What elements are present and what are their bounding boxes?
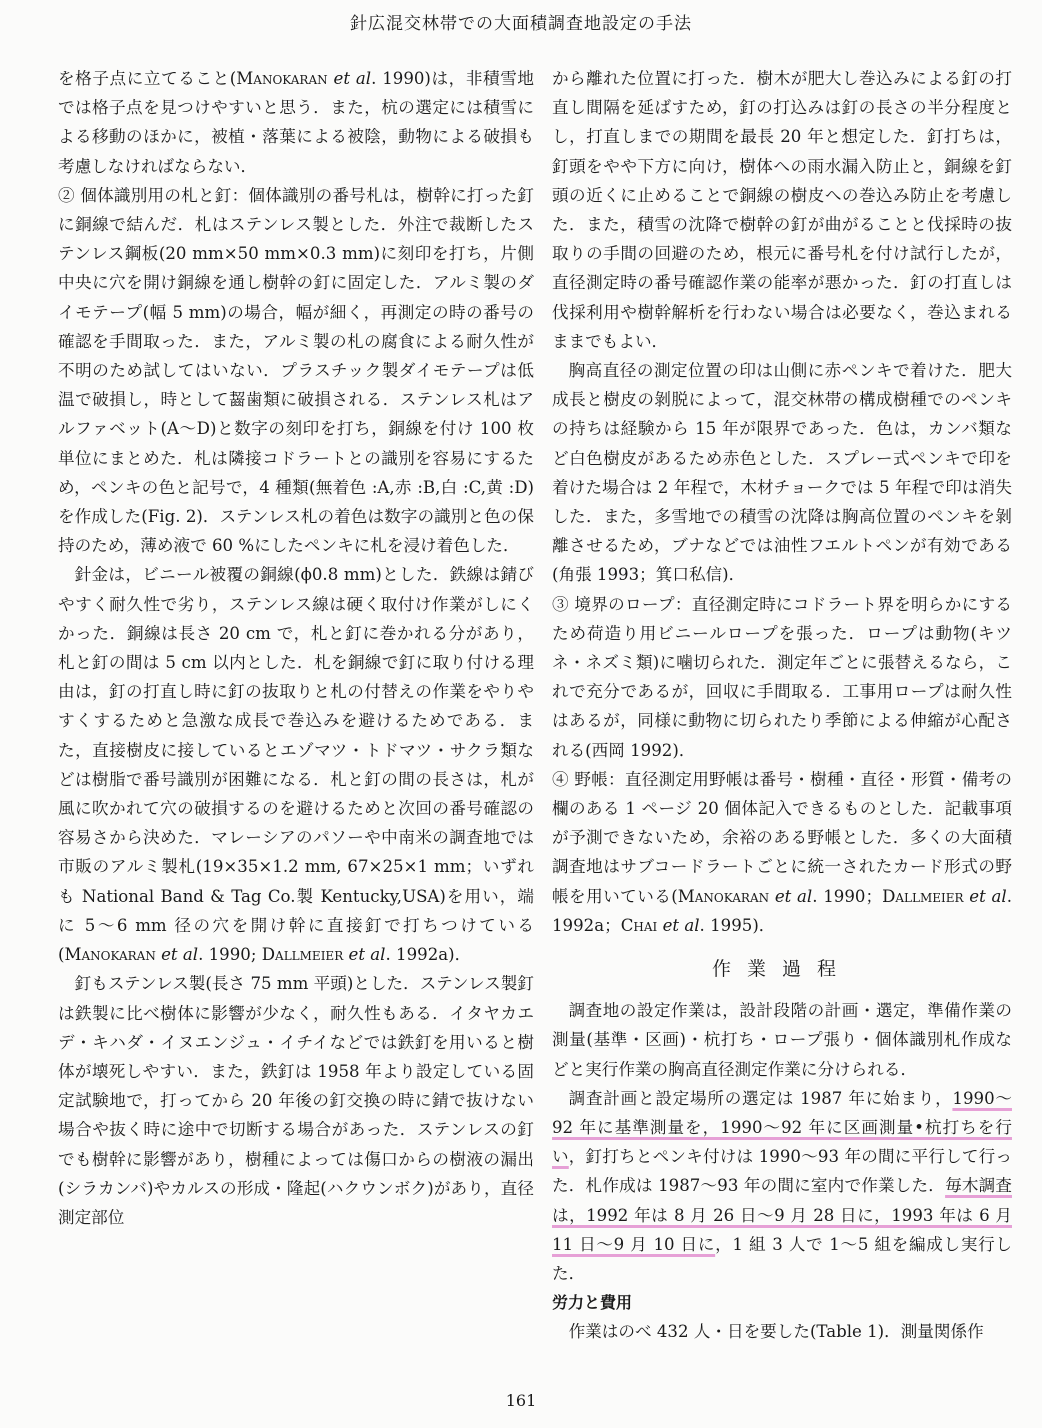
left-column — [58, 64, 534, 1232]
paragraph-wire: 針金は，ビニール被覆の銅線(ϕ0.8 mm)とした．鉄線は錆びやすく耐久性で劣り，ステンレス線は硬く取付け作業がしにくかった．銅線は長さ 20 cm で，札と釘に巻かれる分があり，札と釘の間は 5 cm 以内とした．札を銅線で釘に取り付ける理由は，釘の打直し時に釘の抜取りと札の付替えの作業をやりやすくするためと急激な成長で巻込みを避けるためである．また，直接樹皮に接しているとエゾマツ・トドマツ・サクラ類などは樹脂で番号識別が困難になる．札と釘の間の長さは，札が風に吹かれて穴の破損するのを避けるためと次回の番号確認の容易さから決めた．マレーシアのパソーや中南米の調査地では市販のアルミ製札(19×35×1.2 mm, 67×25×1 mm；いずれも National Band & Tag Co.製 Kentucky,USA)を用い，端に 5～6 mm 径の穴を開け幹に直接釘で打ちつけている(Manokaran et al. 1990; Dallmeier et al. 1992a)． — [58, 565, 534, 965]
paragraph-rope: ③ 境界のロープ：直径測定時にコドラート界を明らかにするため荷造り用ビニールロープを張った．ロープは動物(キツネ・ネズミ類)に噛切られた．測定年ごとに張替えるなら，これで充分であるが，回収に手間取る．工事用ロープは耐久性はあるが，同様に動物に切られたり季節による伸縮が心配される(西岡 1992)． — [552, 594, 1012, 760]
section-heading: 作業過程 — [711, 958, 852, 981]
paragraph-tags: ② 個体識別用の札と釘：個体識別の番号札は，樹幹に打った釘に銅線で結んだ．札はステンレス製とした．外注で裁断したステンレス鋼板(20 mm×50 mm×0.3 mm)に刻印を打ち，片側中央に穴を開け銅線を通し樹幹の釘に固定した．アルミ製のダイモテープ(幅 5 mm)の場合，幅が細く，再測定の時の番号の確認を手間取った．また，アルミ製の札の腐食による耐久性が不明のため試してはいない．プラスチック製ダイモテープは低温で破損し，時として齧歯類に破損される．ステンレス札はアルファベット(A～D)と数字の刻印を打ち，銅線を付け 100 枚単位にまとめた．札は隣接コドラートとの識別を容易にするため，ペンキの色と記号で，4 種類(無着色 :A,赤 :B,白 :C,黄 :D)を作成した(Fig. 2)．ステンレス札の着色は数字の識別と色の保持のため，薄め液で 60 %にしたペンキに札を浸け着色した． — [58, 185, 534, 556]
paragraph-labor: 作業はのべ 432 人・日を要した(Table 1)．測量関係作 — [568, 1322, 984, 1342]
page-number: 161 — [505, 1391, 537, 1410]
paragraph-fieldbook: ④ 野帳：直径測定用野帳は番号・樹種・直径・形質・備考の欄のある 1 ページ 20 個体記入できるものとした．記載事項が予測できないため，余裕のある野帳とした．多くの大面積調査地はサブコードラートごとに統一されたカード形式の野帳を用いている(Manokaran et al. 1990；Dallmeier et al. 1992a；Chai et al. 1995)． — [552, 769, 1012, 935]
paragraph-paint: 胸高直径の測定位置の印は山側に赤ペンキで着けた．肥大成長と樹皮の剝脱によって，混交林帯の構成樹種でのペンキの持ちは経験から 15 年が限界であった．色は，カンバ類など白色樹皮があるため赤色とした．スプレー式ペンキで印を着けた場合は 2 年程で，木材チョークでは 5 年程で印は消失した．また，多雪地での積雪の沈降は胸高位置のペンキを剝離させるため，ブナなどでは油性フエルトペンが有効である(角張 1993；箕口私信)． — [552, 361, 1012, 585]
paragraph-nails-cont: から離れた位置に打った．樹木が肥大し巻込みによる釘の打直し間隔を延ばすため，釘の打込みは釘の長さの半分程度とし，打直しまでの期間を最長 20 年と想定した．釘打ちは，釘頭をやや下方に向け，樹体への雨水漏入防止と，銅線を釘頭の近くに止めることで銅線の樹皮への巻込み防止を考慮した．また，積雪の沈降で樹幹の釘が曲がることと伐採時の抜取りの手間の回避のため，根元に番号札を付け試行したが，直径測定時の番号確認作業の能率が悪かった．釘の打直しは伐採利用や樹幹解析を行わない場合は必要なく，巻込まれるままでもよい． — [552, 69, 1012, 351]
paragraph-nails: 釘もステンレス製(長さ 75 mm 平頭)とした．ステンレス製釘は鉄製に比べ樹体に影響が少なく，耐久性もある．イタヤカエデ・キハダ・イヌエンジュ・イチイなどでは鉄釘を用いると樹体が壊死しやすい．また，鉄釘は 1958 年より設定している固定試験地で，打ってから 20 年後の釘交換の時に錆で抜けない場合や抜く時に途中で切断する場合があった．ステンレスの釘でも樹幹に影響があり，樹種によっては傷口からの樹液の漏出(シラカンバ)やカルスの形成・隆起(ハクウンボク)があり，直径測定部位 — [58, 974, 534, 1227]
paragraph-schedule: 調査計画と設定場所の選定は 1987 年に始まり，1990～92 年に基準測量を，1990～92 年に区画測量•杭打ちを行い，釘打ちとペンキ付けは 1990～93 年の間に平行して行った．札作成は 1987～93 年の間に室内で作業した．毎木調査は，1992 年は 8 月 26 日～9 月 28 日に，1993 年は 6 月 11 日～9 月 10 日に，1 組 3 人で 1～5 組を編成し実行した． — [552, 1088, 1013, 1283]
right-column — [552, 64, 1012, 1347]
highlight-survey: 1990～92 年に基準測量を，1990～92 年に区画測量•杭打ちを行い — [552, 1088, 1012, 1167]
running-header: 針広混交林帯での大面積調査地設定の手法 — [350, 14, 692, 34]
paragraph: を格子点に立てること(Manokaran et al. 1990)は，非積雪地では格子点を見つけやすいと思う．また，杭の選定には積雪による移動のほかに，被植・落葉による被陰，動物による破損も考慮しなければならない． — [58, 69, 534, 176]
highlight-census: 毎木調査は，1992 年は 8 月 26 日～9 月 28 日に，1993 年は 6 月 11 日～9 月 10 日に — [552, 1176, 1013, 1254]
paragraph-process: 調査地の設定作業は，設計段階の計画・選定，準備作業の測量(基準・区画)・杭打ち・ロープ張り・個体識別札作成などと実行作業の胸高直径測定作業に分けられる． — [552, 1001, 1012, 1079]
subheading: 労力と費用 — [552, 1293, 633, 1313]
